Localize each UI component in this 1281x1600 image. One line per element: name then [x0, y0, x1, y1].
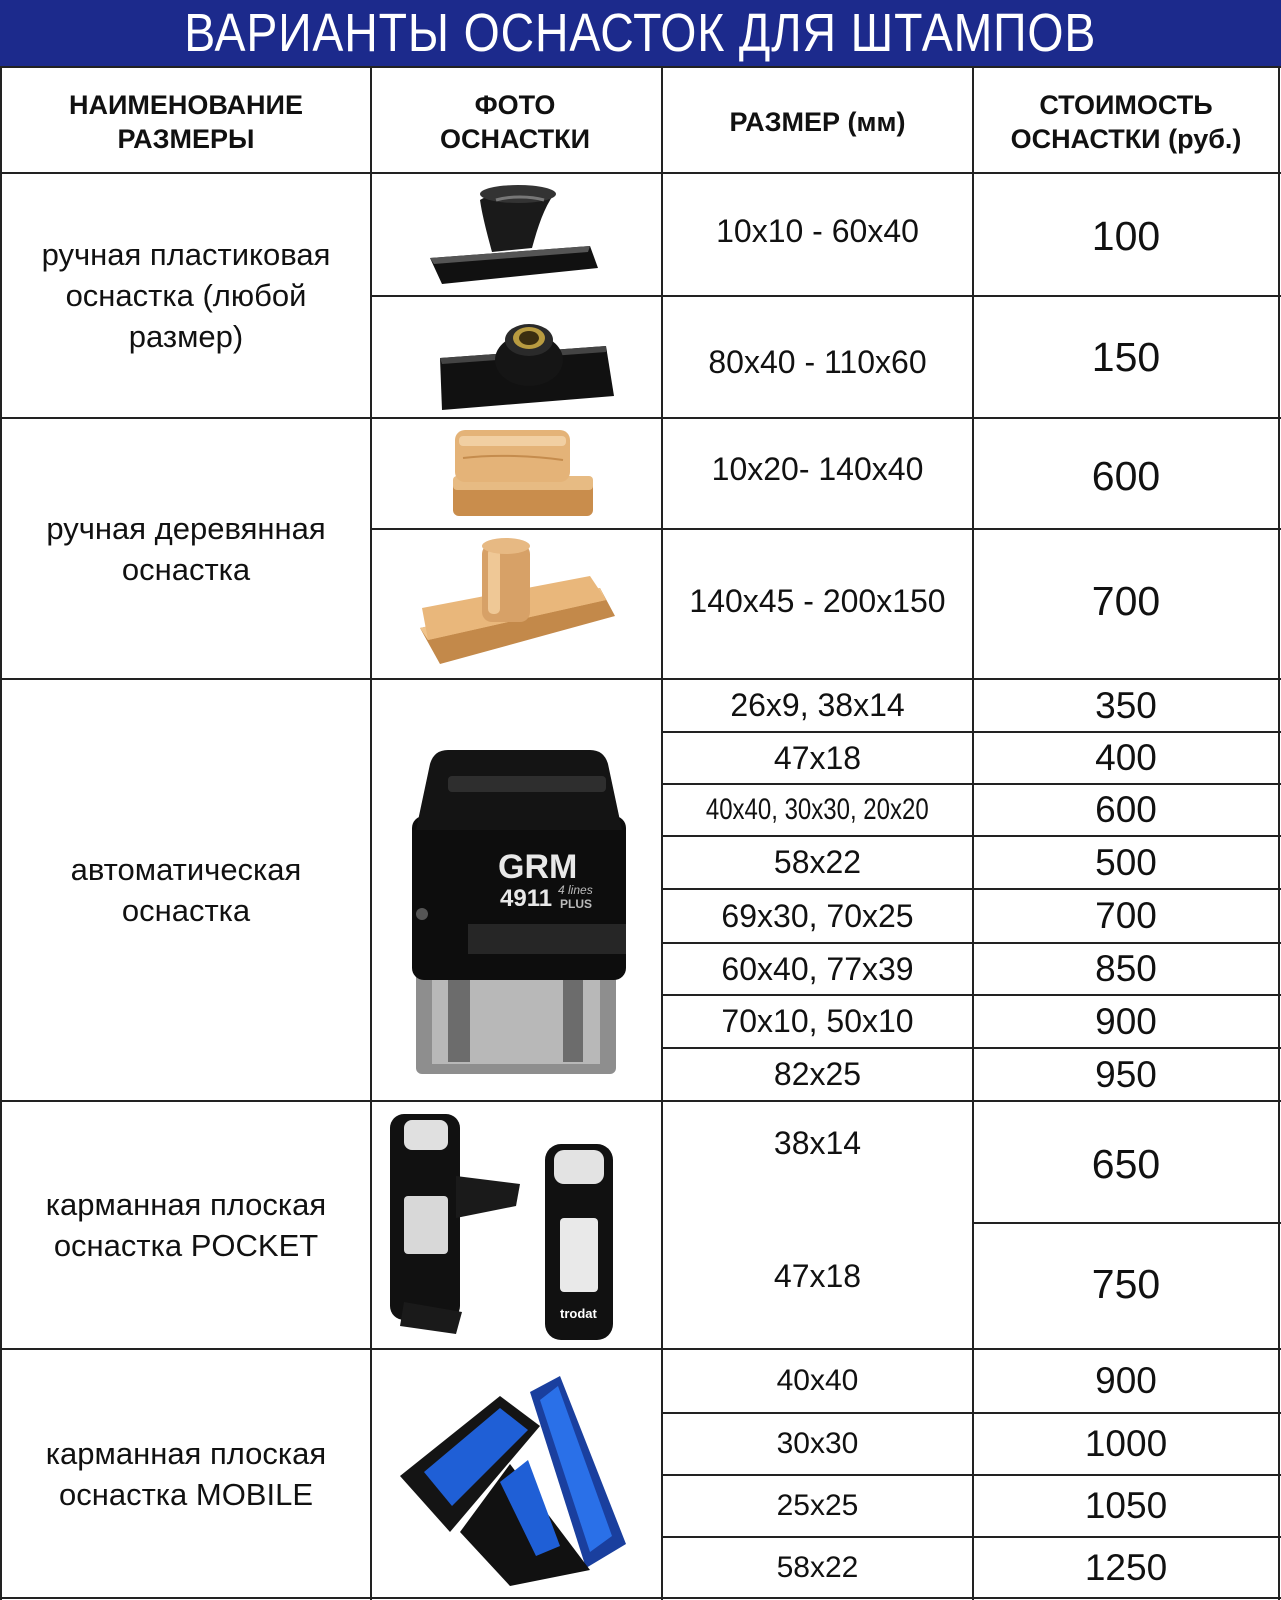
price-value: 100 — [1091, 212, 1161, 259]
size-value: 26x9, 38x14 — [730, 687, 905, 723]
page-title — [0, 0, 1281, 66]
price-value: 850 — [1095, 948, 1157, 989]
header-size: РАЗМЕР (мм) — [729, 107, 906, 137]
stamp-lines: 4 lines — [558, 883, 593, 897]
group-name: карманная плоская оснастка MOBILE — [45, 1435, 327, 1512]
size-value: 40x40 — [776, 1364, 859, 1397]
size-value: 25x25 — [776, 1489, 859, 1522]
group-name: ручная пластиковая оснастка (любой размер) — [41, 237, 331, 354]
size-value: 140x45 - 200x150 — [689, 582, 946, 619]
price-value: 700 — [1091, 577, 1161, 624]
row-line — [0, 1597, 1281, 1599]
price-value: 500 — [1095, 841, 1157, 883]
price-value: 350 — [1095, 684, 1157, 726]
wooden-handle-stamp-icon — [445, 422, 600, 524]
price-value: 650 — [1091, 1140, 1161, 1187]
header-photo: ФОТО ОСНАСТКИ — [439, 90, 591, 154]
stamp-model: 4911 — [500, 885, 553, 912]
price-value: 600 — [1095, 789, 1157, 830]
size-value: 69x30, 70x25 — [721, 897, 914, 934]
size-value: 30x30 — [776, 1427, 859, 1460]
wooden-block-stamp-icon — [410, 536, 625, 671]
group-name: ручная деревянная оснастка — [46, 510, 326, 587]
price-value: 700 — [1095, 895, 1157, 936]
price-value: 900 — [1095, 1000, 1157, 1042]
size-value: 70x10, 50x10 — [721, 1003, 914, 1039]
size-value — [663, 785, 972, 835]
row-line — [0, 66, 1281, 68]
pocket-stamp-icon — [370, 1106, 661, 1346]
size-value: 80x40 - 110x60 — [708, 343, 927, 380]
size-value: 58x22 — [776, 1550, 859, 1584]
row-line — [370, 295, 1281, 297]
size-value: 60x40, 77x39 — [721, 950, 914, 987]
size-value: 82x25 — [773, 1056, 862, 1092]
size-value-text: 40x40, 30x30, 20x20 — [706, 793, 929, 826]
mobile-stamp-icon — [390, 1356, 640, 1594]
size-value: 38x14 — [773, 1124, 862, 1161]
pocket-brand: trodat — [560, 1306, 597, 1321]
stamp-plus: PLUS — [560, 897, 593, 911]
row-line — [972, 1222, 1281, 1224]
automatic-stamp-icon — [408, 744, 648, 1084]
size-value: 10x10 - 60x40 — [716, 212, 919, 249]
stamp-brand: GRM — [498, 848, 578, 886]
price-value: 150 — [1091, 333, 1161, 380]
price-value: 750 — [1091, 1260, 1161, 1307]
price-value: 1000 — [1084, 1423, 1168, 1464]
price-value: 1050 — [1084, 1485, 1168, 1526]
header-price: СТОИМОСТЬ ОСНАСТКИ (руб.) — [1010, 90, 1242, 154]
price-value: 400 — [1095, 737, 1157, 778]
price-value: 950 — [1095, 1053, 1157, 1095]
title-text: ВАРИАНТЫ ОСНАСТОК ДЛЯ ШТАМПОВ — [184, 3, 1097, 63]
size-value: 47x18 — [773, 1257, 862, 1294]
plastic-handle-stamp-icon — [420, 174, 630, 292]
size-value: 10x20- 140x40 — [711, 450, 924, 487]
price-value: 1250 — [1084, 1546, 1168, 1588]
price-table — [0, 66, 1281, 1600]
price-value: 600 — [1091, 452, 1161, 499]
group-name: карманная плоская оснастка POCKET — [45, 1187, 327, 1263]
plastic-knob-stamp-icon — [430, 300, 620, 415]
size-value: 58x22 — [773, 844, 862, 880]
col-line — [0, 66, 2, 1600]
header-name: НАИМЕНОВАНИЕ РАЗМЕРЫ — [69, 90, 303, 154]
row-line — [370, 528, 1281, 530]
group-name: автоматическая оснастка — [70, 852, 302, 928]
size-value: 47x18 — [773, 739, 862, 776]
price-value: 900 — [1095, 1360, 1157, 1401]
